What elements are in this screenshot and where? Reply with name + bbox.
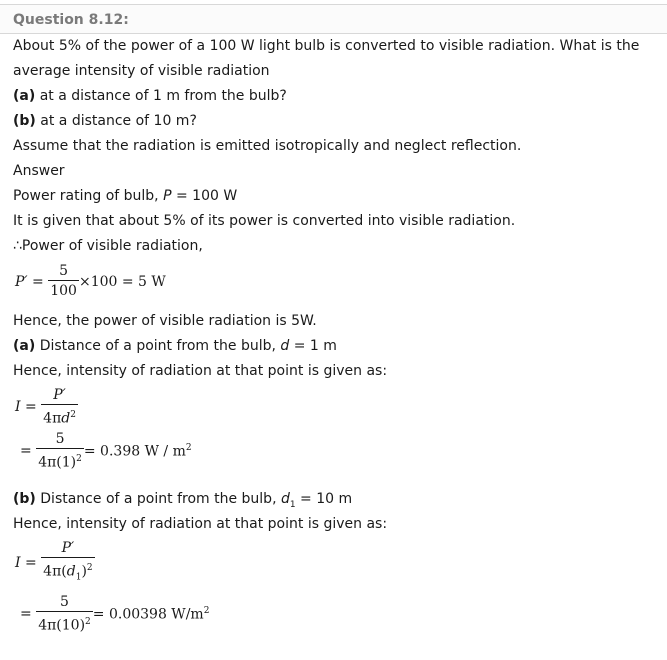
- eq1-fraction: [48, 262, 79, 301]
- distance-subscript: 1: [289, 499, 296, 510]
- eq3-den-paren: (1): [56, 454, 77, 471]
- part-a-distance-suffix: = 1 m: [289, 338, 337, 354]
- eq5-lhs: =: [20, 606, 32, 623]
- question-assumption: Assume that the radiation is emitted isotropically and neglect reflection.: [13, 138, 522, 154]
- eq2-den-prefix: 4π: [43, 410, 62, 427]
- eq2-den-exp: 2: [70, 410, 76, 420]
- power-rating: [13, 187, 237, 205]
- question-text-line-1: About 5% of the power of a 100 W light bulb is converted to visible radiation. What is the: [13, 38, 640, 54]
- eq5-den-prefix: 4π: [38, 617, 57, 634]
- hence-intensity-a: Hence, intensity of radiation at that point is given as:: [13, 363, 388, 379]
- power-rating-prefix: Power rating of bulb,: [13, 188, 164, 204]
- eq4-den-exp: 2: [86, 563, 93, 573]
- eq1-rhs: ×100 = 5 W: [78, 273, 166, 290]
- eq5-den-paren: (10): [56, 617, 86, 634]
- part-b-label: (b): [13, 113, 36, 129]
- equation-intensity-formula-a: [15, 386, 78, 429]
- answer-part-a-label: (a): [13, 338, 36, 354]
- eq1-lhs: P′ =: [15, 273, 44, 290]
- eq3-numerator: 5: [36, 430, 84, 449]
- eq4-lhs: I =: [15, 555, 37, 572]
- power-variable: P: [163, 188, 172, 204]
- eq3-fraction: [36, 430, 84, 473]
- question-heading: Question 8.12:: [13, 12, 129, 28]
- question-text-line-2: average intensity of visible radiation: [13, 63, 270, 79]
- eq5-fraction: [36, 593, 93, 636]
- eq4-den-sub: 1: [75, 572, 82, 583]
- eq1-denominator: 100: [50, 283, 77, 299]
- power-rating-suffix: = 100 W: [171, 188, 238, 204]
- equation-intensity-result-b: [20, 593, 209, 636]
- eq5-rhs-exp: 2: [203, 606, 210, 616]
- hence-intensity-b: Hence, intensity of radiation at that point is given as:: [13, 516, 388, 532]
- eq2-den-var: d: [61, 410, 71, 427]
- eq4-den-prefix: 4π: [43, 563, 62, 580]
- eq3-rhs-exp: 2: [185, 443, 192, 453]
- eq4-paren-close: ): [81, 563, 87, 580]
- eq4-den-var: d: [66, 563, 76, 580]
- eq5-rhs: = 0.00398 W/m: [92, 606, 204, 623]
- part-b-distance-prefix: Distance of a point from the bulb,: [35, 491, 281, 507]
- therefore-symbol: ∴: [13, 238, 22, 254]
- answer-label: Answer: [13, 163, 65, 179]
- visible-power-text: Power of visible radiation,: [21, 238, 203, 254]
- eq5-den-exp: 2: [85, 617, 91, 627]
- visible-power-line: [13, 237, 203, 255]
- answer-part-b-label: (b): [13, 491, 36, 507]
- distance-variable: d: [280, 338, 290, 354]
- eq2-lhs: I =: [15, 399, 37, 416]
- eq2-numerator: P′: [41, 386, 78, 405]
- question-part-a: [13, 87, 287, 105]
- eq3-den-prefix: 4π: [38, 454, 57, 471]
- eq4-paren-open: (: [61, 563, 67, 580]
- eq3-rhs: = 0.398 W / m: [83, 443, 186, 460]
- equation-intensity-result-a: [20, 430, 192, 473]
- eq3-den-exp: 2: [76, 454, 82, 464]
- equation-visible-power: [15, 262, 166, 301]
- eq3-lhs: =: [20, 443, 32, 460]
- given-statement: It is given that about 5% of its power is converted into visible radiation.: [13, 213, 516, 229]
- question-heading-bar: [0, 4, 667, 34]
- part-a-label: (a): [13, 88, 36, 104]
- part-a-answer: [13, 337, 337, 355]
- question-part-b: [13, 112, 197, 130]
- eq2-fraction: [41, 386, 78, 429]
- part-b-answer: [13, 490, 352, 514]
- part-b-text: at a distance of 10 m?: [35, 113, 197, 129]
- part-a-distance-prefix: Distance of a point from the bulb,: [35, 338, 281, 354]
- eq4-fraction: [41, 539, 94, 587]
- part-b-distance-suffix: = 10 m: [295, 491, 353, 507]
- equation-intensity-formula-b: [15, 539, 95, 587]
- eq1-numerator: 5: [48, 262, 79, 281]
- part-a-text: at a distance of 1 m from the bulb?: [35, 88, 287, 104]
- distance-variable-b: d: [280, 491, 290, 507]
- eq5-numerator: 5: [36, 593, 93, 612]
- hence-power: Hence, the power of visible radiation is 5W.: [13, 313, 317, 329]
- eq4-numerator: P′: [41, 539, 94, 558]
